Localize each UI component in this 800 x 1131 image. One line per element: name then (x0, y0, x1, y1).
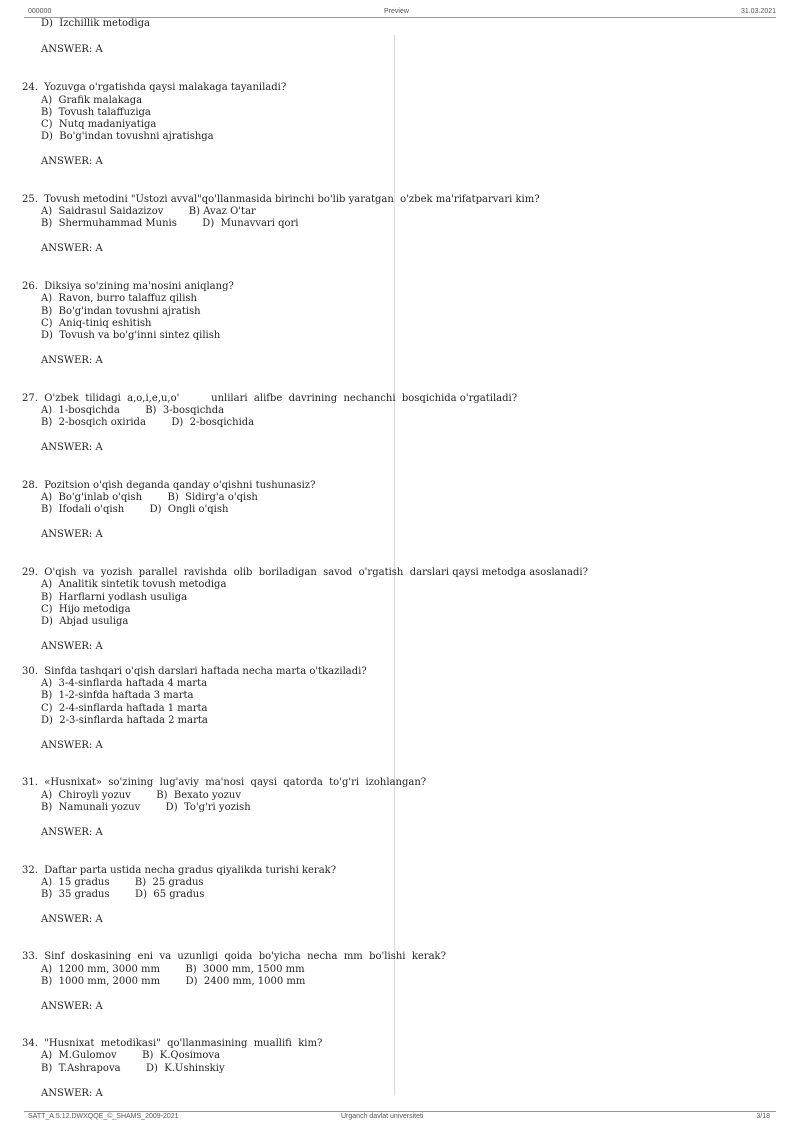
option: D) Bo'g'indan tovushni ajratishga (41, 131, 214, 142)
answer-label: ANSWER: A (41, 740, 103, 751)
footer-divider (24, 1111, 776, 1112)
option: B) 1-2-sinfda haftada 3 marta (41, 690, 194, 701)
question-stem: 29. O'qish va yozish parallel ravishda olib boriladigan savod o'rgatish darslari qaysi metodga asoslanadi? (22, 567, 588, 578)
question-stem: 27. O'zbek tilidagi a,o,i,e,u,o' unlilari alifbe davrining nechanchi bosqichida o'rgatiladi? (22, 393, 518, 404)
option: B) 2-bosqich oxirida D) 2-bosqichida (41, 417, 255, 428)
option: A) Grafik malakaga (41, 95, 143, 106)
footer-code: SATT_A.5.12.DWXQQE_©_SHAMS_2009-2021 (28, 1113, 179, 1120)
option: B) Shermuhammad Munis D) Munavvari qori (41, 218, 299, 229)
question-stem: 32. Daftar parta ustida necha gradus qiyalikda turishi kerak? (22, 865, 337, 876)
option: B) 35 gradus D) 65 gradus (41, 889, 205, 900)
option: A) Saidrasul Saidazizov B) Avaz O'tar (41, 206, 256, 217)
answer-label: ANSWER: A (41, 827, 103, 838)
answer-label: ANSWER: A (41, 442, 103, 453)
answer-label: ANSWER: A (41, 243, 103, 254)
option: A) 1200 mm, 3000 mm B) 3000 mm, 1500 mm (41, 964, 305, 975)
option: A) 3-4-sinflarda haftada 4 marta (41, 678, 208, 689)
option: D) Tovush va bo'g'inni sintez qilish (41, 330, 221, 341)
option: B) T.Ashrapova D) K.Ushinskiy (41, 1063, 225, 1074)
header-id: 000000 (28, 8, 52, 15)
option: B) Ifodali o'qish D) Ongli o'qish (41, 504, 229, 515)
option: B) Harflarni yodlash usuliga (41, 592, 188, 603)
option: C) Aniq-tiniq eshitish (41, 318, 152, 329)
question-stem: 24. Yozuvga o'rgatishda qaysi malakaga tayaniladi? (22, 82, 287, 93)
option: D) 2-3-sinflarda haftada 2 marta (41, 715, 208, 726)
option: B) Namunali yozuv D) To'g'ri yozish (41, 802, 251, 813)
option: B) Tovush talaffuziga (41, 107, 151, 118)
header-date: 31.03.2021 (740, 8, 776, 15)
footer-institution: Urganch davlat universiteti (341, 1113, 424, 1120)
option: D) Izchillik metodiga (41, 18, 150, 29)
option: A) Ravon, burro talaffuz qilish (41, 293, 197, 304)
option: B) 1000 mm, 2000 mm D) 2400 mm, 1000 mm (41, 976, 306, 987)
question-stem: 25. Tovush metodini "Ustozi avval"qo'llanmasida birinchi bo'lib yaratgan o'zbek ma'rifatparvari kim? (22, 194, 540, 205)
option: A) 15 gradus B) 25 gradus (41, 877, 204, 888)
answer-label: ANSWER: A (41, 355, 103, 366)
answer-label: ANSWER: A (41, 44, 103, 55)
question-stem: 34. "Husnixat metodikasi" qo'llanmasining muallifi kim? (22, 1038, 323, 1049)
answer-label: ANSWER: A (41, 641, 103, 652)
option: A) Bo'g'inlab o'qish B) Sidirg'a o'qish (41, 492, 258, 503)
option: C) Hijo metodiga (41, 604, 131, 615)
answer-label: ANSWER: A (41, 156, 103, 167)
option: A) Chiroyli yozuv B) Bexato yozuv (41, 790, 241, 801)
option: A) Analitik sintetik tovush metodiga (41, 579, 227, 590)
question-stem: 28. Pozitsion o'qish deganda qanday o'qishni tushunasiz? (22, 480, 316, 491)
question-stem: 26. Diksiya so'zining ma'nosini aniqlang? (22, 281, 234, 292)
header-title: Preview (384, 8, 409, 15)
option: C) Nutq madaniyatiga (41, 119, 157, 130)
option: A) 1-bosqichda B) 3-bosqichda (41, 405, 225, 416)
option: A) M.Gulomov B) K.Qosimova (41, 1050, 221, 1061)
answer-label: ANSWER: A (41, 1088, 103, 1099)
answer-label: ANSWER: A (41, 529, 103, 540)
option: C) 2-4-sinflarda haftada 1 marta (41, 703, 208, 714)
question-stem: 31. «Husnixat» so'zining lug'aviy ma'nosi qaysi qatorda to'g'ri izohlangan? (22, 777, 427, 788)
question-stem: 33. Sinf doskasining eni va uzunligi qoida bo'yicha necha mm bo'lishi kerak? (22, 951, 446, 962)
option: D) Abjad usuliga (41, 616, 129, 627)
page-footer (24, 1113, 776, 1125)
answer-label: ANSWER: A (41, 1001, 103, 1012)
option: B) Bo'g'indan tovushni ajratish (41, 306, 201, 317)
answer-label: ANSWER: A (41, 914, 103, 925)
page-number: 3/18 (756, 1113, 770, 1120)
question-stem: 30. Sinfda tashqari o'qish darslari haftada necha marta o'tkaziladi? (22, 666, 367, 677)
